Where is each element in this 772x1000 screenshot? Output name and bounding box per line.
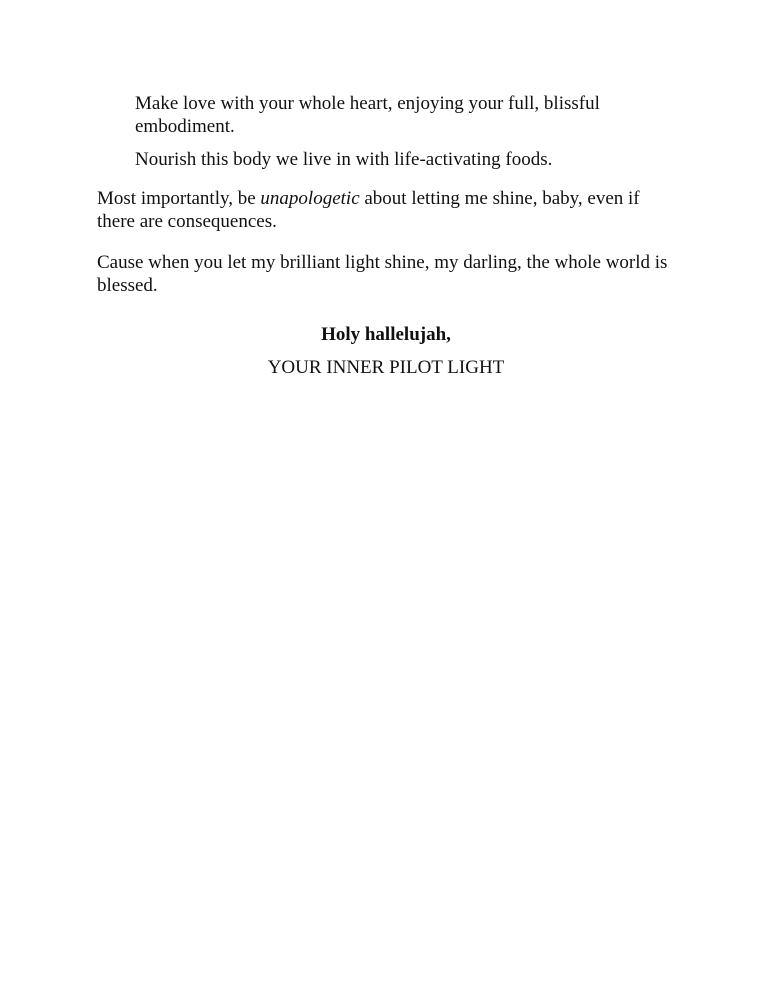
text-line: Make love with your whole heart, enjoying your full, blissful	[135, 93, 600, 114]
text-line: Cause when you let my brilliant light shine, my darling, the whole world is	[97, 252, 668, 273]
paragraph-most-importantly	[97, 187, 640, 233]
text-run: about letting me shine, baby, even if	[359, 188, 640, 209]
paragraph-cause	[97, 251, 667, 297]
text-run: Most importantly, be	[97, 188, 261, 209]
text-line: there are consequences.	[97, 211, 277, 232]
closing-salutation: Holy hallelujah,	[321, 324, 451, 345]
text-line: blessed.	[97, 275, 158, 296]
emphasis-word: unapologetic	[260, 188, 360, 209]
paragraph-make-love	[135, 92, 600, 138]
text-line: Nourish this body we live in with life-activating foods.	[135, 149, 553, 170]
text-line: embodiment.	[135, 116, 235, 137]
signature: YOUR INNER PILOT LIGHT	[267, 357, 505, 378]
paragraph-nourish	[135, 148, 552, 171]
